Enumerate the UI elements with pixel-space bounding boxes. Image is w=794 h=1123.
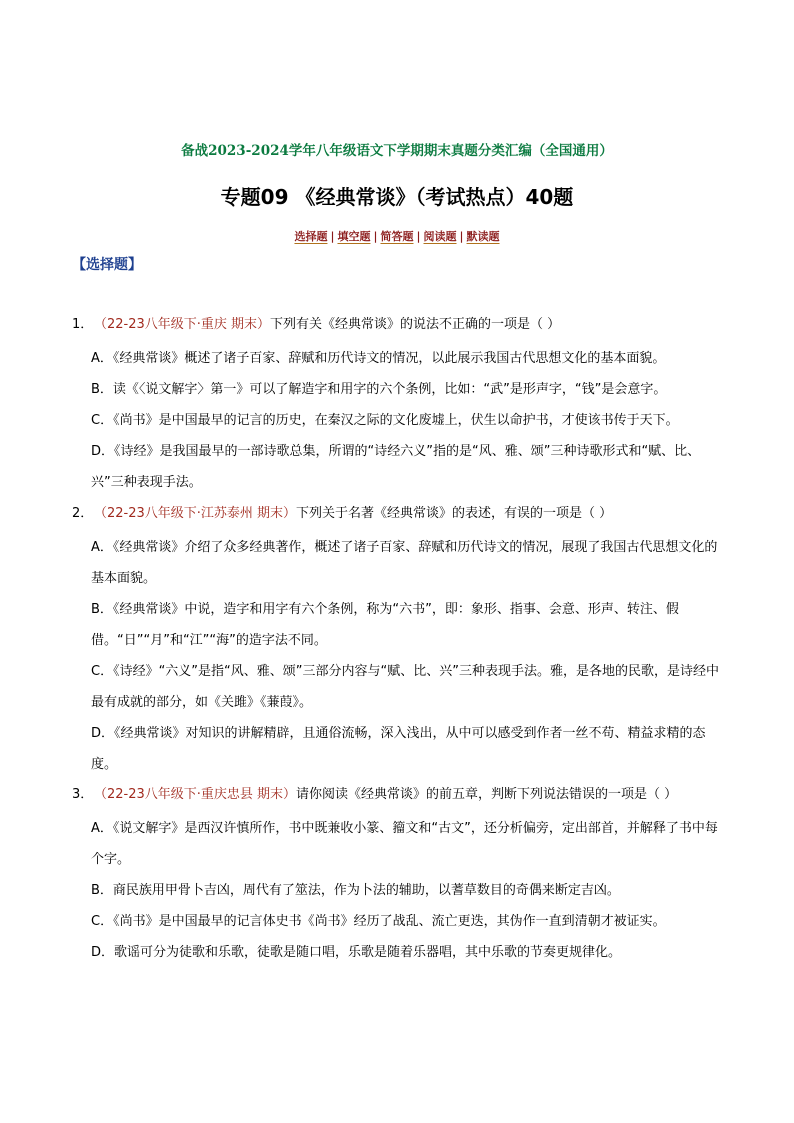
question-type-silent-reading: 默读题 xyxy=(466,230,500,243)
question-text: 下列有关《经典常谈》的说法不正确的一项是（ ） xyxy=(270,317,561,332)
question-number: 1． xyxy=(72,317,94,332)
option-b: B．读《〈说文解字〉第一》可以了解造字和用字的六个条例，比如：“武”是形声字，“钱”是会意字。 xyxy=(91,382,667,397)
option-c: C．《尚书》是中国最早的记言的历史，在秦汉之际的文化废墟上，伏生以命护书，才使该书传于天下。 xyxy=(91,413,679,428)
page-title: 专题09 《经典常谈》（考试热点）40题 xyxy=(220,185,574,209)
question-type-bar: 选择题 | 填空题 | 简答题 | 阅读题 | 默读题 xyxy=(294,230,500,243)
question-source: （22-23八年级下·重庆 期末） xyxy=(94,317,271,332)
question-number: 3． xyxy=(72,787,94,802)
series-title: 备战2023-2024学年八年级语文下学期期末真题分类汇编（全国通用） xyxy=(181,143,613,159)
option-c: C．《诗经》“六义”是指“风、雅、颂”三部分内容与“赋、比、兴”三种表现手法。雅，是各地的民歌，是诗经中最有成就的部分，如《关雎》《蒹葭》。 xyxy=(91,664,719,710)
question-type-fill: 填空题 xyxy=(337,230,371,243)
question-text: 下列关于名著《经典常谈》的表述，有误的一项是（ ） xyxy=(296,506,613,521)
question-stem xyxy=(72,784,732,806)
section-heading: 【选择题】 xyxy=(72,257,142,273)
question-source: （22-23八年级下·重庆忠县 期末） xyxy=(94,787,297,802)
question-type-reading: 阅读题 xyxy=(423,230,457,243)
option-b: B．《经典常谈》中说，造字和用字有六个条例，称为“六书”，即：象形、指事、会意、形声、转注、假借。“日”“月”和“江”“海”的造字法不同。 xyxy=(91,602,679,648)
question-number: 2． xyxy=(72,506,94,521)
option-d: D．《经典常谈》对知识的讲解精辟，且通俗流畅，深入浅出，从中可以感受到作者一丝不苟、精益求精的态度。 xyxy=(91,726,706,772)
question-type-short-answer: 简答题 xyxy=(380,230,414,243)
option-a: A．《说文解字》是西汉许慎所作，书中既兼收小篆、籀文和“古文”，还分析偏旁，定出部首，并解释了书中每个字。 xyxy=(91,821,718,867)
question-source: （22-23八年级下·江苏泰州 期末） xyxy=(94,506,297,521)
option-a: A．《经典常谈》概述了诸子百家、辞赋和历代诗文的情况，以此展示我国古代思想文化的基本面貌。 xyxy=(91,351,666,366)
option-d: D．《诗经》是我国最早的一部诗歌总集，所谓的“诗经六义”指的是“风、雅、颂”三种诗歌形式和“赋、比、兴”三种表现手法。 xyxy=(91,444,701,490)
option-c: C．《尚书》是中国最早的记言体史书《尚书》经历了战乱、流亡更迭，其伪作一直到清朝才被证实。 xyxy=(91,914,666,929)
question-stem xyxy=(72,314,732,336)
question-stem xyxy=(72,503,732,525)
option-d: D．歌谣可分为徒歌和乐歌，徒歌是随口唱，乐歌是随着乐器唱，其中乐歌的节奏更规律化。 xyxy=(91,945,622,960)
question-type-choice: 选择题 xyxy=(294,230,328,243)
option-b: B．商民族用甲骨卜吉凶，周代有了筮法，作为卜法的辅助，以蓍草数目的奇偶来断定吉凶。 xyxy=(91,883,620,898)
option-a: A．《经典常谈》介绍了众多经典著作，概述了诸子百家、辞赋和历代诗文的情况，展现了我国古代思想文化的基本面貌。 xyxy=(91,540,718,586)
question-text: 请你阅读《经典常谈》的前五章，判断下列说法错误的一项是（ ） xyxy=(296,787,678,802)
